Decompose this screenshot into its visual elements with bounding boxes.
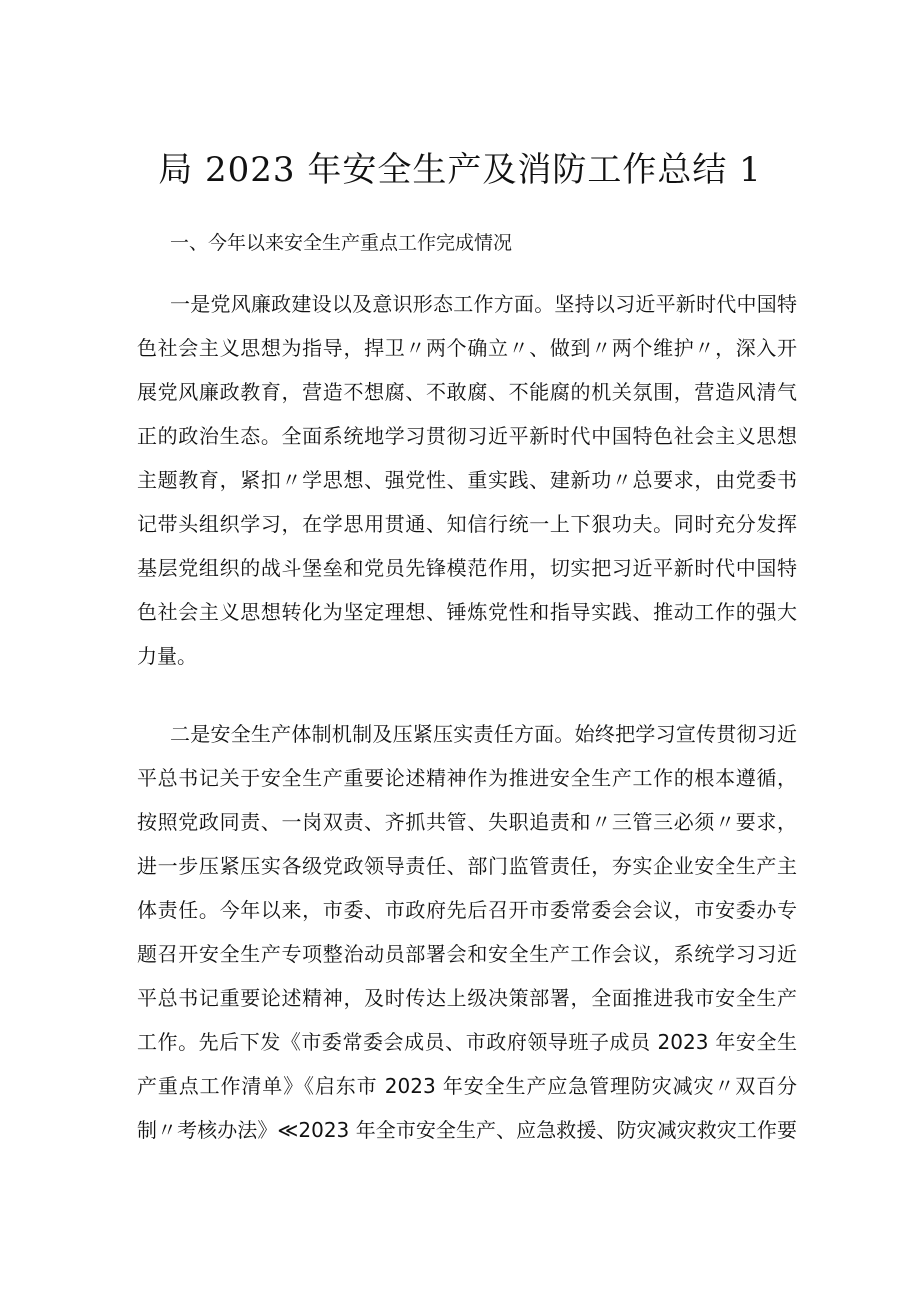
paragraph-line: 展党风廉政教育，营造不想腐、不敢腐、不能腐的机关氛围，营造风清气	[137, 380, 797, 404]
paragraph-line: 工作。先后下发《市委常委会成员、市政府领导班子成员 2023 年安全生	[137, 1030, 797, 1054]
paragraph-line: 力量。	[137, 644, 197, 668]
paragraph-line: 题召开安全生产专项整治动员部署会和安全生产工作会议，系统学习习近	[137, 942, 797, 966]
paragraph-2	[137, 712, 797, 1152]
paragraph-line: 一是党风廉政建设以及意识形态工作方面。坚持以习近平新时代中国特	[170, 292, 797, 316]
paragraph-line: 主题教育，紧扣〃学思想、强党性、重实践、建新功〃总要求，由党委书	[137, 468, 797, 492]
paragraph-line: 二是安全生产体制机制及压紧压实责任方面。始终把学习宣传贯彻习近	[170, 722, 797, 746]
paragraph-line: 记带头组织学习，在学思用贯通、知信行统一上下狠功夫。同时充分发挥	[137, 512, 797, 536]
paragraph-line: 体责任。今年以来，市委、市政府先后召开市委常委会会议，市安委办专	[137, 898, 797, 922]
paragraph-line: 产重点工作清单》《启东市 2023 年安全生产应急管理防灾减灾〃双百分	[137, 1074, 797, 1098]
paragraph-line: 色社会主义思想转化为坚定理想、锤炼党性和指导实践、推动工作的强大	[137, 600, 797, 624]
paragraph-line: 平总书记关于安全生产重要论述精神作为推进安全生产工作的根本遵循，	[137, 766, 797, 790]
paragraph-line: 色社会主义思想为指导，捍卫〃两个确立〃、做到〃两个维护〃，深入开	[137, 336, 797, 360]
paragraph-line: 正的政治生态。全面系统地学习贯彻习近平新时代中国特色社会主义思想	[137, 424, 797, 448]
paragraph-line: 进一步压紧压实各级党政领导责任、部门监管责任，夯实企业安全生产主	[137, 854, 797, 878]
paragraph-1	[137, 282, 797, 678]
paragraph-line: 按照党政同责、一岗双责、齐抓共管、失职追责和〃三管三必须〃要求，	[137, 810, 797, 834]
paragraph-line: 制〃考核办法》≪2023 年全市安全生产、应急救援、防灾减灾救灾工作要	[137, 1118, 797, 1142]
paragraph-line: 平总书记重要论述精神，及时传达上级决策部署，全面推进我市安全生产	[137, 986, 797, 1010]
paragraph-line: 基层党组织的战斗堡垒和党员先锋模范作用，切实把习近平新时代中国特	[137, 556, 797, 580]
section-heading: 一、今年以来安全生产重点工作完成情况	[170, 232, 513, 254]
document-title: 局 2023 年安全生产及消防工作总结 1	[158, 150, 762, 190]
